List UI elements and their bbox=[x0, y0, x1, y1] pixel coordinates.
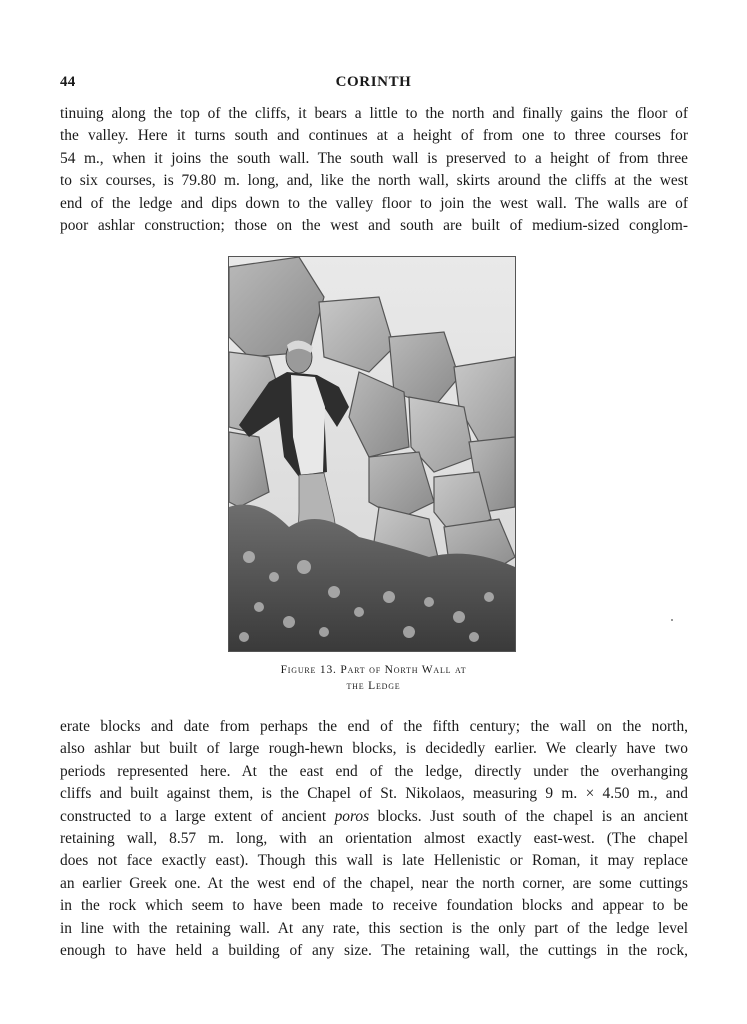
figure-caption-line-2: the Ledge bbox=[346, 680, 401, 692]
photo-wall-with-man bbox=[229, 257, 515, 651]
text-line: to six courses, is 79.80 m. long, and, like the north wall, skirts around the cliffs at the west bbox=[60, 172, 688, 190]
text-line: enough to have held a building of any size. The retaining wall, the cuttings in the rock, bbox=[60, 942, 688, 960]
text-line: does not face exactly east). Though this wall is late Hellenistic or Roman, it may replace bbox=[60, 852, 688, 870]
text-line bbox=[60, 806, 688, 828]
text-line: retaining wall, 8.57 m. long, with an orientation almost exactly east-west. (The chapel bbox=[60, 830, 688, 848]
running-title: CORINTH bbox=[335, 74, 412, 90]
text-segment: constructed to a large extent of ancient bbox=[60, 807, 335, 825]
text-line: end of the ledge and dips down to the valley floor to join the west wall. The walls are of bbox=[60, 194, 688, 212]
text-line: 54 m., when it joins the south wall. The south wall is preserved to a height of from three bbox=[60, 149, 688, 167]
figure-caption-line-1: Figure 13. Part of North Wall at bbox=[280, 664, 467, 676]
text-segment: blocks. Just south of the chapel is an ancient bbox=[369, 807, 688, 825]
page-number: 44 bbox=[60, 74, 76, 90]
text-line: cliffs and built against them, is the Chapel of St. Nikolaos, measuring 9 m. × 4.50 m., and bbox=[60, 785, 688, 803]
text-line: erate blocks and date from perhaps the end of the fifth century; the wall on the north, bbox=[60, 718, 688, 735]
italic-term: poros bbox=[334, 807, 370, 825]
figure-photograph bbox=[228, 256, 516, 652]
text-line: in line with the retaining wall. At any rate, this section is the only part of the ledge level bbox=[60, 919, 688, 937]
paragraph-top bbox=[60, 103, 688, 237]
paragraph-bottom bbox=[60, 716, 688, 962]
text-line: tinuing along the top of the cliffs, it bears a little to the north and finally gains the floor of bbox=[60, 105, 688, 122]
text-line: an earlier Greek one. At the west end of the chapel, near the north corner, are some cuttings bbox=[60, 874, 688, 892]
scan-mark bbox=[671, 619, 673, 621]
text-line: periods represented here. At the east end of the ledge, directly under the overhanging bbox=[60, 762, 688, 780]
text-line: in the rock which seem to have been made to receive foundation blocks and appear to be bbox=[60, 897, 688, 915]
text-line: poor ashlar construction; those on the west and south are built of medium-sized conglom- bbox=[60, 217, 688, 235]
text-line: also ashlar but built of large rough-hewn blocks, is decidedly earlier. We clearly have two bbox=[60, 740, 688, 758]
text-line: the valley. Here it turns south and continues at a height of from one to three courses for bbox=[60, 127, 688, 145]
